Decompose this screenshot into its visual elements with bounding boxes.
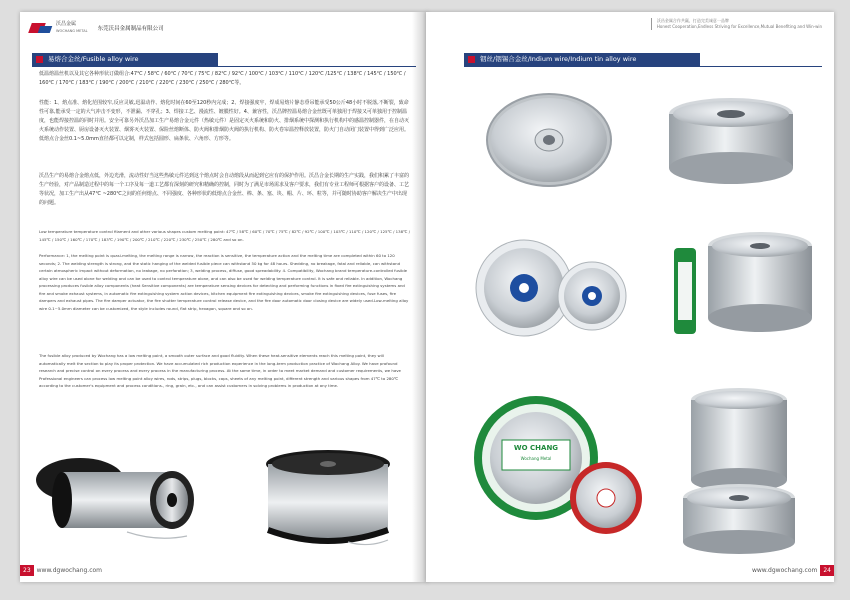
company-name: 东莞沃昌金属制品有限公司 — [97, 26, 164, 32]
slogan-en: Honest Cooperation,Endless Striving for Excellence,Mutual Benefiting and Win-win — [656, 24, 822, 29]
page-number-right: 24 — [820, 565, 834, 576]
photo-fusible-spool-2 — [228, 442, 418, 552]
spool-label-brand: WO CHANG — [513, 444, 559, 452]
en-paragraph-3: The fusible alloy produced by Wochang has a low melting point, a smooth outer surface and good fluidity. When these heat-sensitive elements reach this melting point, they will automatically melt the section to play its proper protection. We have accumulated rich production experience in the long-term production practice of Wochang Alloy. We have profound research and precise control on every process and every process in the manufacturing process. At the same time, in order to meet market demand and customer requirements, we have Professional engineers can process low melting point alloy wires, rods, strips, plugs, blocks, caps, sheets of any melting point, different strength and various shapes from 47℃ to 280℃ according to the customer's equipment and process conditions., ring, grain, etc., and can assist customers in solving problems in production at any time. — [39, 353, 401, 388]
section-title-fusible — [32, 53, 218, 66]
section-marker — [468, 56, 475, 63]
section-rule — [32, 66, 416, 67]
footer-left — [20, 565, 105, 576]
cn-paragraph-1: 低温熔温丝机以及其它各种形状订做组合:47℃ / 58℃ / 60℃ / 70℃ / 75℃ / 82℃ / 92℃ / 100℃ / 103℃ / 110℃ / 120℃ /125℃ / 138℃ / 145℃ / 150℃ / 160℃ / 170℃ / 183℃ / 190℃ / 200℃ / 210℃ / 220℃ / 230℃ / 250℃ / 280℃等。 — [39, 71, 406, 86]
cn-paragraph-3: 沃昌生产的易熔合金熔点低，外边光滑，流动性好当这些热敏元件达到这个熔点时会自动熔段从而起到它应有的保护作用。沃昌合金长期的生产实践，我们积累了丰富的生产经验，对产品制造过程中的每一个工序及每一道工艺都有深刻的研究和精确的控制，同时为了满足市场需求及客户要求，我们有专业工程师可根据客户的设备、工艺等状况，加工生产出从47℃ ~280℃之间的任何熔点、不同强度、各种形状的低熔点合金丝、棒、条、塞、块、帽、片、环、粒等，并可随时协助客户解决生产中出现的问题。 — [39, 173, 410, 206]
slogan-header — [651, 18, 822, 30]
brand-cn: 沃昌金属 — [56, 21, 77, 27]
en-paragraph-2: Performance: 1, the melting point is quasi-melting, the melting range is narrow, the reaction is sensitive, the temperature action and the melting time are completed within 60 to 120 seconds; 2. The welding strength is strong, and the static hanging of the welded fusible piece can withstand 50 kg for 48 hours. Shedding, no breakage, fatal and reliable, can withstand certain atmospheric impact without deformation, no leakage, no perforation; 3, welding process, diffuse, good spreadability. 4. Compatibility, Wochang brand temperature-controlled fusible alloy wire can be used alone for welding and can be used to control temperature alone, and can also be used for welding temperature control. It is safe and reliable. In addition, Wochang processing produces fusible alloy components (heat Sensitive components) are temperature sensing devices for detecting and performing functions in fixed fire extinguishing systems and fire and smoke exhaust systems, in automatic fire extinguishing system action devices, kitchen equipment fire extinguishing devices, smoke fire extinguishing devices, fuse fuses, fire dampers and exhaust pipes. The fire damper actuator, the fire shutter temperature control release device, and the fire door automatic door closing device are widely used.Low-melting alloy wire 0.1~5.0mm diameter can be customized, the style includes round, flat strip, hexagon, square and so on. — [39, 253, 409, 311]
section-rule — [464, 66, 822, 67]
brand — [56, 21, 88, 35]
footer-right — [749, 565, 834, 576]
indium-spool-photo-4 — [640, 218, 822, 358]
indium-spool-photo-1 — [464, 78, 634, 200]
website-url-left[interactable]: www.dgwochang.com — [36, 567, 103, 574]
section-marker — [36, 56, 43, 63]
left-page — [20, 12, 428, 582]
en-paragraph-1: Low temperature temperature control filament and other various shapes custom melting point: 47℃ / 58℃ / 60℃ / 70℃ / 75℃ / 82℃ / 92℃ / 100℃ / 103℃ / 110℃ / 120℃ / 125℃ / 138℃ / 145℃ / 150℃ / 160℃ / 170℃ / 183℃ / 190℃ / 200℃ / 210℃ / 220℃ / 230℃ / 250℃ / 280℃ and so on. — [39, 229, 411, 242]
brand-en: WOCHANG METAL — [56, 29, 88, 33]
cn-paragraph-2: 性能：1、熔点准、熔化范围较窄,反应灵敏,迅温动作、熔化时间在60至120秒内完成；2、焊接强度牢，焊成易熔片静态垂吊能承受50公斤48小时不脱落,不断裂，致命性可靠,能承受一定的大气冲击不变形，不泄漏、不穿孔；3、焊接工艺、漫流性、镀膜性好。4、兼容性，沃昌牌控温易熔合金丝既可单独用于焊接又可单独用于控制温度，也能焊接控温的同时并用。安全可靠另外沃昌加工生产易熔合金元件（热敏元件）是固定灭火系统和防火、排烟系统中探测和执行机构中的感温控制器件，在自动灭火系统动作装置、厨房设备灭火装置、烟雾灭火装置、保险丝熔断体、防火阀和排烟防火阀的执行机构、防火卷帘温控释放装置，防火门自动闭门装置中得到广泛应用。低熔点合金丝0.1~5.0mm直径都可以定制，样式包括圆形、扁条状、六角形、方形等。 — [39, 100, 410, 142]
page-number-left: 23 — [20, 565, 34, 576]
company-header — [30, 20, 164, 36]
section-title-text: 铟丝/铟锡合金丝/Indium wire/Indium tin alloy wire — [480, 55, 637, 63]
company-logo — [30, 20, 52, 36]
section-title-text: 易熔合金丝/Fusible alloy wire — [48, 55, 139, 63]
spool-label-sub: Wochang Metal — [520, 456, 552, 461]
indium-spool-photo-2 — [640, 78, 822, 200]
indium-spool-photo-3 — [464, 218, 634, 358]
website-url-right[interactable]: www.dgwochang.com — [751, 567, 818, 574]
indium-spool-photo-6 — [656, 378, 822, 556]
right-page — [426, 12, 834, 582]
section-title-indium — [464, 53, 700, 66]
photo-fusible-spool-1 — [32, 442, 222, 552]
slogan-cn: 沃昌金属合作共赢，打造完美诚意一品牌 — [656, 18, 729, 23]
indium-spool-photo-5 — [464, 378, 650, 556]
